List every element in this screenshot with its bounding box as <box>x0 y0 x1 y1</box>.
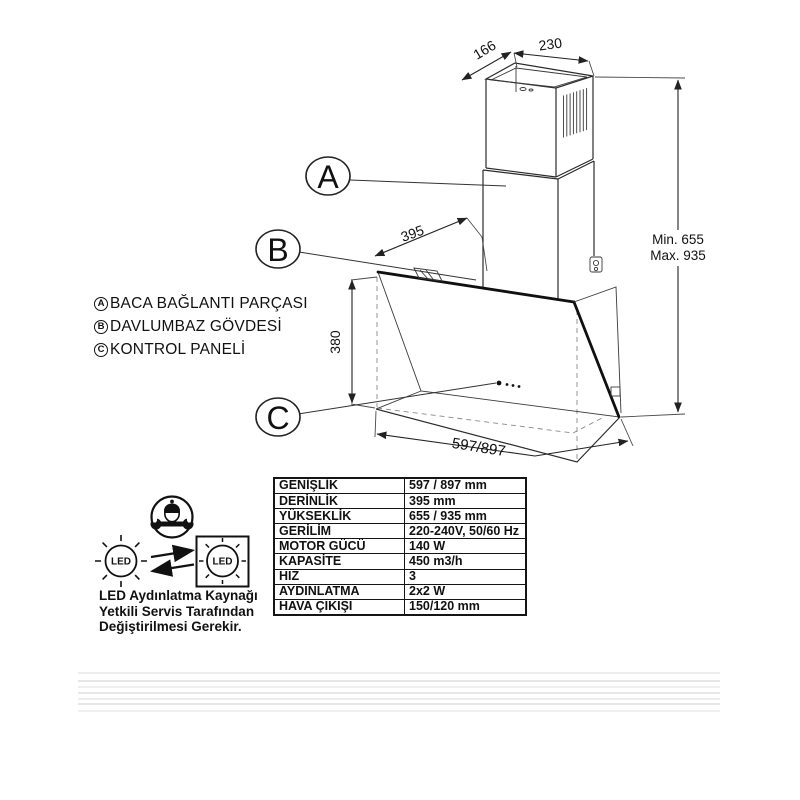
dimension-depth-body <box>375 218 487 271</box>
table-row <box>274 569 526 584</box>
led-notice-line: Yetkili Servis Tarafından <box>99 603 255 619</box>
callout-c <box>256 398 300 436</box>
dimension-min-max-height <box>595 77 718 417</box>
led-text: LED <box>212 556 233 568</box>
table-row <box>274 554 526 569</box>
dim-label-597-897: 597/897 <box>450 434 507 461</box>
spec-name: MOTOR GÜCÜ <box>274 539 405 554</box>
legend-key-a: A <box>94 297 108 311</box>
wall-bracket-hole <box>593 260 598 265</box>
callout-a-letter: A <box>317 159 339 195</box>
glass-panel <box>378 272 619 417</box>
footer-stripes <box>78 670 720 716</box>
table-row <box>274 599 526 615</box>
spec-value: 3 <box>405 569 527 584</box>
led-notice-line: LED Aydınlatma Kaynağı <box>99 588 258 603</box>
callout-b-leader <box>299 252 476 280</box>
table-row <box>274 509 526 524</box>
legend-label-a: BACA BAĞLANTI PARÇASI <box>110 294 308 312</box>
spec-value: 2x2 W <box>405 584 527 599</box>
table-row <box>274 494 526 509</box>
table-row <box>274 539 526 554</box>
table-row <box>274 584 526 599</box>
control-panel-dots <box>497 381 521 388</box>
stripe <box>78 672 720 674</box>
spec-value: 655 / 935 mm <box>405 509 527 524</box>
callout-a <box>306 157 350 195</box>
led-service-notice <box>99 588 258 635</box>
hood-body <box>376 268 621 462</box>
legend-item-b <box>94 315 308 338</box>
wall-bracket <box>590 257 602 272</box>
spec-value: 220-240V, 50/60 Hz <box>405 524 527 539</box>
table-row <box>274 478 526 494</box>
spec-name: HIZ <box>274 569 405 584</box>
legend-label-c: KONTROL PANELİ <box>110 340 246 358</box>
technician-icon <box>150 497 195 538</box>
swap-arrows-icon <box>151 551 194 572</box>
bracket-screw <box>529 89 533 91</box>
led-text: LED <box>111 556 131 568</box>
chimney-lower-section <box>483 161 602 300</box>
spec-value: 395 mm <box>405 494 527 509</box>
spec-name: KAPASİTE <box>274 554 405 569</box>
spec-table <box>273 477 527 616</box>
vent-grille <box>564 88 587 137</box>
edge-clip <box>611 387 620 396</box>
stripe <box>78 692 720 694</box>
spec-name: DERİNLİK <box>274 494 405 509</box>
callout-b-letter: B <box>267 232 289 268</box>
led-replacement-icon <box>197 537 249 587</box>
spec-name: YÜKSEKLİK <box>274 509 405 524</box>
led-bulb-icon <box>95 535 147 587</box>
spec-name: HAVA ÇIKIŞI <box>274 599 405 615</box>
stripe <box>78 686 720 688</box>
dim-label-min-655: Min. 655 <box>652 232 704 247</box>
legend-key-c: C <box>94 343 108 357</box>
dim-label-max-935: Max. 935 <box>650 248 706 263</box>
table-row <box>274 524 526 539</box>
spec-value: 140 W <box>405 539 527 554</box>
spec-value: 597 / 897 mm <box>405 478 527 494</box>
legend-item-a <box>94 292 308 315</box>
stripe <box>78 680 720 682</box>
dimension-height-body <box>327 277 377 408</box>
dim-label-395: 395 <box>398 221 427 245</box>
parts-legend <box>94 292 308 361</box>
stripe <box>78 710 720 712</box>
dim-label-230: 230 <box>537 34 563 54</box>
dim-label-380: 380 <box>327 330 343 354</box>
callout-c-leader <box>298 383 496 414</box>
spec-value: 150/120 mm <box>405 599 527 615</box>
stripe <box>78 703 720 705</box>
bracket-screw <box>520 88 526 91</box>
spec-name: GERİLİM <box>274 524 405 539</box>
dim-label-166: 166 <box>470 36 499 63</box>
spec-value: 450 m3/h <box>405 554 527 569</box>
legend-label-b: DAVLUMBAZ GÖVDESİ <box>110 317 282 335</box>
spec-name: GENİŞLİK <box>274 478 405 494</box>
callout-c-letter: C <box>266 400 290 436</box>
stripe <box>78 698 720 700</box>
legend-key-b: B <box>94 320 108 334</box>
legend-item-c <box>94 338 308 361</box>
callout-b <box>256 230 300 268</box>
led-notice-line: Değiştirilmesi Gerekir. <box>99 619 242 635</box>
spec-name: AYDINLATMA <box>274 584 405 599</box>
wall-bracket-hole <box>594 267 597 270</box>
